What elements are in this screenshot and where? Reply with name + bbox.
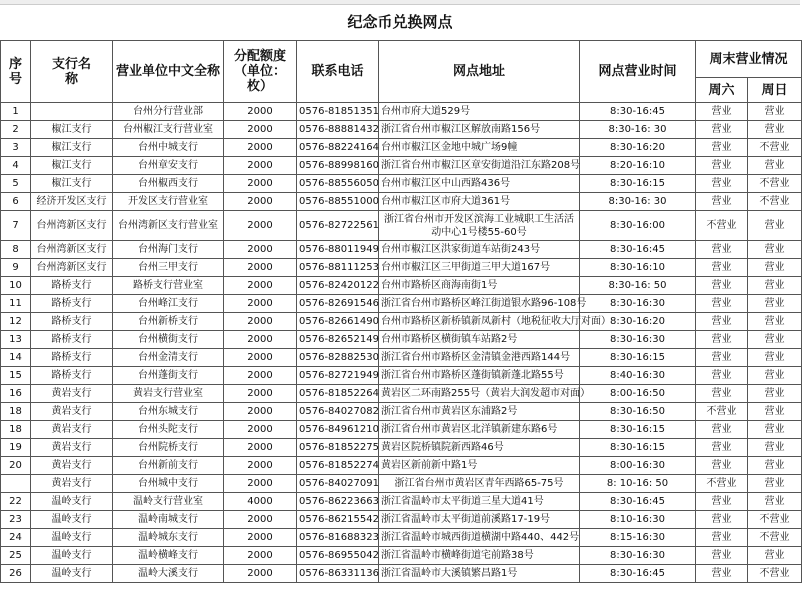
header-saturday: 周六 [696, 78, 748, 103]
address-cell: 浙江省台州市路桥区金清镇金港西路144号 [379, 349, 580, 367]
sunday-status: 营业 [748, 367, 802, 385]
unit-cell: 路桥支行营业室 [113, 277, 224, 295]
quota-cell: 2000 [224, 193, 297, 211]
unit-cell: 台州椒江支行营业室 [113, 121, 224, 139]
quota-cell: 2000 [224, 457, 297, 475]
seq-cell: 6 [1, 193, 31, 211]
sunday-status: 不营业 [748, 565, 802, 583]
phone-cell: 0576-88551000 [297, 193, 379, 211]
quota-cell: 2000 [224, 121, 297, 139]
saturday-status: 营业 [696, 493, 748, 511]
branch-cell: 路桥支行 [31, 313, 113, 331]
hours-cell: 8:30-16:45 [580, 565, 696, 583]
quota-cell: 4000 [224, 493, 297, 511]
quota-cell: 2000 [224, 565, 297, 583]
hours-cell: 8:30-16:15 [580, 421, 696, 439]
table-row [1, 295, 802, 313]
address-cell: 黄岩区二环南路255号（黄岩大润发超市对面） [379, 385, 580, 403]
seq-cell: 22 [1, 493, 31, 511]
branch-cell: 黄岩支行 [31, 475, 113, 493]
sunday-status: 营业 [748, 103, 802, 121]
unit-cell: 温岭支行营业室 [113, 493, 224, 511]
quota-cell: 2000 [224, 241, 297, 259]
header-phone: 联系电话 [297, 41, 379, 103]
sunday-status: 营业 [748, 493, 802, 511]
sunday-status: 营业 [748, 313, 802, 331]
address-cell: 浙江省台州市黄岩区东浦路2号 [379, 403, 580, 421]
phone-cell: 0576-88556050 [297, 175, 379, 193]
table-row [1, 277, 802, 295]
address-cell: 浙江省台州市路桥区蓬街镇新蓬北路55号 [379, 367, 580, 385]
hours-cell: 8:30-16:10 [580, 259, 696, 277]
hours-cell: 8:40-16:30 [580, 367, 696, 385]
unit-cell: 台州城中支行 [113, 475, 224, 493]
seq-cell [1, 475, 31, 493]
table-row [1, 547, 802, 565]
table-row [1, 103, 802, 121]
address-cell: 浙江省台州市椒江区解放南路156号 [379, 121, 580, 139]
branch-cell: 台州湾新区支行 [31, 259, 113, 277]
saturday-status: 营业 [696, 331, 748, 349]
table-row [1, 211, 802, 241]
address-cell: 台州市椒江区三甲街道三甲大道167号 [379, 259, 580, 277]
hours-cell: 8:30-16:30 [580, 547, 696, 565]
branch-cell: 黄岩支行 [31, 385, 113, 403]
saturday-status: 营业 [696, 103, 748, 121]
sunday-status: 营业 [748, 475, 802, 493]
seq-cell: 7 [1, 211, 31, 241]
sunday-status: 营业 [748, 349, 802, 367]
unit-cell: 温岭南城支行 [113, 511, 224, 529]
sunday-status: 营业 [748, 331, 802, 349]
saturday-status: 营业 [696, 295, 748, 313]
hours-cell: 8:30-16:20 [580, 313, 696, 331]
phone-cell: 0576-84961210 [297, 421, 379, 439]
address-cell: 浙江省温岭市太平街道三星大道41号 [379, 493, 580, 511]
address-cell: 台州市椒江区市府大道361号 [379, 193, 580, 211]
quota-cell: 2000 [224, 475, 297, 493]
hours-cell: 8:30-16:50 [580, 403, 696, 421]
hours-cell: 8:00-16:50 [580, 385, 696, 403]
branch-cell: 黄岩支行 [31, 439, 113, 457]
sunday-status: 营业 [748, 241, 802, 259]
sunday-status: 营业 [748, 211, 802, 241]
address-cell: 台州市椒江区金地中城广场9幢 [379, 139, 580, 157]
hours-cell: 8:30-16:15 [580, 349, 696, 367]
quota-cell: 2000 [224, 349, 297, 367]
hours-cell: 8:30-16: 30 [580, 193, 696, 211]
table-row [1, 439, 802, 457]
address-cell: 浙江省台州市开发区滨海工业城职工生活活动中心1号楼55-60号 [379, 211, 580, 241]
hours-cell: 8:30-16: 30 [580, 121, 696, 139]
header-hours: 网点营业时间 [580, 41, 696, 103]
table-row [1, 175, 802, 193]
address-cell: 浙江省温岭市太平街道前溪路17-19号 [379, 511, 580, 529]
address-cell: 黄岩区新前新中路1号 [379, 457, 580, 475]
phone-cell: 0576-81852275 [297, 439, 379, 457]
unit-cell: 黄岩支行营业室 [113, 385, 224, 403]
saturday-status: 营业 [696, 277, 748, 295]
sunday-status: 不营业 [748, 511, 802, 529]
header-weekend: 周末营业情况 [696, 41, 802, 78]
quota-cell: 2000 [224, 511, 297, 529]
phone-cell: 0576-81688323 [297, 529, 379, 547]
quota-cell: 2000 [224, 529, 297, 547]
seq-cell: 14 [1, 349, 31, 367]
table-row [1, 529, 802, 547]
hours-cell: 8:10-16:30 [580, 511, 696, 529]
phone-cell: 0576-81852274 [297, 457, 379, 475]
phone-cell: 0576-81851351 [297, 103, 379, 121]
table-row [1, 403, 802, 421]
table-row [1, 511, 802, 529]
seq-cell: 2 [1, 121, 31, 139]
branch-cell: 温岭支行 [31, 547, 113, 565]
seq-cell: 15 [1, 367, 31, 385]
phone-cell: 0576-82722561 [297, 211, 379, 241]
phone-cell: 0576-88881432 [297, 121, 379, 139]
saturday-status: 营业 [696, 193, 748, 211]
table-row [1, 139, 802, 157]
seq-cell: 1 [1, 103, 31, 121]
unit-cell: 台州三甲支行 [113, 259, 224, 277]
sunday-status: 不营业 [748, 529, 802, 547]
phone-cell: 0576-86223663 [297, 493, 379, 511]
saturday-status: 营业 [696, 511, 748, 529]
branch-cell: 温岭支行 [31, 493, 113, 511]
table-row [1, 367, 802, 385]
saturday-status: 营业 [696, 241, 748, 259]
table-row [1, 565, 802, 583]
phone-cell: 0576-84027091 [297, 475, 379, 493]
quota-cell: 2000 [224, 295, 297, 313]
quota-cell: 2000 [224, 403, 297, 421]
quota-cell: 2000 [224, 313, 297, 331]
sunday-status: 营业 [748, 457, 802, 475]
unit-cell: 台州海门支行 [113, 241, 224, 259]
address-cell: 台州市路桥区新桥镇新凤新村（地税征收大厅对面） [379, 313, 580, 331]
address-cell: 浙江省台州市路桥区峰江街道银水路96-108号 [379, 295, 580, 313]
saturday-status: 营业 [696, 349, 748, 367]
unit-cell: 台州章安支行 [113, 157, 224, 175]
hours-cell: 8:00-16:30 [580, 457, 696, 475]
seq-cell: 3 [1, 139, 31, 157]
unit-cell: 台州椒西支行 [113, 175, 224, 193]
saturday-status: 营业 [696, 529, 748, 547]
unit-cell: 开发区支行营业室 [113, 193, 224, 211]
saturday-status: 不营业 [696, 211, 748, 241]
sunday-status: 营业 [748, 277, 802, 295]
hours-cell: 8:30-16:00 [580, 211, 696, 241]
unit-cell: 台州金清支行 [113, 349, 224, 367]
table-row [1, 157, 802, 175]
saturday-status: 营业 [696, 313, 748, 331]
seq-cell: 16 [1, 385, 31, 403]
phone-cell: 0576-88011949 [297, 241, 379, 259]
saturday-status: 营业 [696, 439, 748, 457]
header-address: 网点地址 [379, 41, 580, 103]
hours-cell: 8:20-16:10 [580, 157, 696, 175]
phone-cell: 0576-86215542 [297, 511, 379, 529]
saturday-status: 营业 [696, 565, 748, 583]
unit-cell: 台州蓬街支行 [113, 367, 224, 385]
branch-cell: 路桥支行 [31, 295, 113, 313]
table-row [1, 193, 802, 211]
address-cell: 浙江省温岭市横峰街道宅前路38号 [379, 547, 580, 565]
quota-cell: 2000 [224, 157, 297, 175]
saturday-status: 营业 [696, 175, 748, 193]
unit-cell: 台州院桥支行 [113, 439, 224, 457]
address-cell: 黄岩区院桥镇院新西路46号 [379, 439, 580, 457]
address-cell: 浙江省台州市椒江区章安街道沿江东路208号 [379, 157, 580, 175]
hours-cell: 8:30-16:15 [580, 175, 696, 193]
sunday-status: 营业 [748, 259, 802, 277]
table-row [1, 313, 802, 331]
branch-cell: 温岭支行 [31, 565, 113, 583]
table-row [1, 349, 802, 367]
exchange-outlets-table [0, 40, 802, 583]
phone-cell: 0576-82661490 [297, 313, 379, 331]
branch-cell: 台州湾新区支行 [31, 241, 113, 259]
branch-cell: 椒江支行 [31, 157, 113, 175]
unit-cell: 台州峰江支行 [113, 295, 224, 313]
unit-cell: 台州湾新区支行营业室 [113, 211, 224, 241]
phone-cell: 0576-82882530 [297, 349, 379, 367]
branch-cell: 路桥支行 [31, 349, 113, 367]
sunday-status: 营业 [748, 403, 802, 421]
seq-cell: 26 [1, 565, 31, 583]
hours-cell: 8:15-16:30 [580, 529, 696, 547]
seq-cell: 11 [1, 295, 31, 313]
table-row [1, 475, 802, 493]
sunday-status: 营业 [748, 121, 802, 139]
seq-cell: 12 [1, 313, 31, 331]
unit-cell: 台州新前支行 [113, 457, 224, 475]
unit-cell: 台州分行营业部 [113, 103, 224, 121]
unit-cell: 台州东城支行 [113, 403, 224, 421]
address-cell: 浙江省台州市黄岩区青年西路65-75号 [379, 475, 580, 493]
address-cell: 浙江省温岭市大溪镇繁昌路1号 [379, 565, 580, 583]
quota-cell: 2000 [224, 547, 297, 565]
saturday-status: 不营业 [696, 475, 748, 493]
table-row [1, 385, 802, 403]
unit-cell: 温岭城东支行 [113, 529, 224, 547]
quota-cell: 2000 [224, 175, 297, 193]
header-sunday: 周日 [748, 78, 802, 103]
branch-cell: 台州湾新区支行 [31, 211, 113, 241]
address-cell: 台州市路桥区商海南街1号 [379, 277, 580, 295]
seq-cell: 10 [1, 277, 31, 295]
hours-cell: 8:30-16:45 [580, 103, 696, 121]
saturday-status: 营业 [696, 157, 748, 175]
quota-cell: 2000 [224, 439, 297, 457]
branch-cell: 黄岩支行 [31, 457, 113, 475]
hours-cell: 8:30-16:30 [580, 295, 696, 313]
branch-cell [31, 103, 113, 121]
phone-cell: 0576-82691546 [297, 295, 379, 313]
seq-cell: 5 [1, 175, 31, 193]
sunday-status: 营业 [748, 385, 802, 403]
phone-cell: 0576-86955042 [297, 547, 379, 565]
saturday-status: 营业 [696, 457, 748, 475]
header-seq: 序号 [1, 41, 31, 103]
table-row [1, 421, 802, 439]
phone-cell: 0576-84027082 [297, 403, 379, 421]
table-row [1, 457, 802, 475]
phone-cell: 0576-82652149 [297, 331, 379, 349]
quota-cell: 2000 [224, 385, 297, 403]
table-row [1, 241, 802, 259]
branch-cell: 温岭支行 [31, 511, 113, 529]
saturday-status: 营业 [696, 547, 748, 565]
unit-cell: 台州新桥支行 [113, 313, 224, 331]
branch-cell: 路桥支行 [31, 277, 113, 295]
hours-cell: 8:30-16: 50 [580, 277, 696, 295]
hours-cell: 8:30-16:20 [580, 139, 696, 157]
quota-cell: 2000 [224, 139, 297, 157]
header-branch: 支行名称 [31, 41, 113, 103]
seq-cell: 13 [1, 331, 31, 349]
saturday-status: 营业 [696, 139, 748, 157]
sunday-status: 营业 [748, 547, 802, 565]
phone-cell: 0576-81852264 [297, 385, 379, 403]
address-cell: 浙江省台州市黄岩区北洋镇新建东路6号 [379, 421, 580, 439]
quota-cell: 2000 [224, 277, 297, 295]
sunday-status: 营业 [748, 421, 802, 439]
address-cell: 台州市路桥区横街镇车站路2号 [379, 331, 580, 349]
seq-cell: 9 [1, 259, 31, 277]
seq-cell: 18 [1, 421, 31, 439]
address-cell: 台州市椒江区洪家街道车站街243号 [379, 241, 580, 259]
saturday-status: 营业 [696, 421, 748, 439]
phone-cell: 0576-88224164 [297, 139, 379, 157]
seq-cell: 20 [1, 457, 31, 475]
saturday-status: 营业 [696, 259, 748, 277]
quota-cell: 2000 [224, 103, 297, 121]
sunday-status: 营业 [748, 295, 802, 313]
table-row [1, 493, 802, 511]
sunday-status: 不营业 [748, 139, 802, 157]
branch-cell: 椒江支行 [31, 139, 113, 157]
saturday-status: 不营业 [696, 403, 748, 421]
unit-cell: 温岭大溪支行 [113, 565, 224, 583]
saturday-status: 营业 [696, 121, 748, 139]
branch-cell: 椒江支行 [31, 175, 113, 193]
hours-cell: 8: 10-16: 50 [580, 475, 696, 493]
branch-cell: 路桥支行 [31, 367, 113, 385]
phone-cell: 0576-82420122 [297, 277, 379, 295]
quota-cell: 2000 [224, 211, 297, 241]
unit-cell: 台州横街支行 [113, 331, 224, 349]
unit-cell: 温岭横峰支行 [113, 547, 224, 565]
address-cell: 浙江省温岭市城西街道横湖中路440、442号 [379, 529, 580, 547]
table-row [1, 121, 802, 139]
quota-cell: 2000 [224, 331, 297, 349]
unit-cell: 台州头陀支行 [113, 421, 224, 439]
seq-cell: 24 [1, 529, 31, 547]
seq-cell: 18 [1, 403, 31, 421]
table-row [1, 259, 802, 277]
branch-cell: 椒江支行 [31, 121, 113, 139]
sunday-status: 不营业 [748, 193, 802, 211]
hours-cell: 8:30-16:45 [580, 493, 696, 511]
sunday-status: 营业 [748, 157, 802, 175]
table-row [1, 331, 802, 349]
branch-cell: 黄岩支行 [31, 421, 113, 439]
quota-cell: 2000 [224, 259, 297, 277]
page-title: 纪念币兑换网点 [347, 13, 453, 31]
saturday-status: 营业 [696, 367, 748, 385]
header-unit: 营业单位中文全称 [113, 41, 224, 103]
saturday-status: 营业 [696, 385, 748, 403]
address-cell: 台州市府大道529号 [379, 103, 580, 121]
sunday-status: 营业 [748, 439, 802, 457]
phone-cell: 0576-88998160 [297, 157, 379, 175]
seq-cell: 25 [1, 547, 31, 565]
hours-cell: 8:30-16:15 [580, 439, 696, 457]
branch-cell: 路桥支行 [31, 331, 113, 349]
branch-cell: 温岭支行 [31, 529, 113, 547]
sunday-status: 不营业 [748, 175, 802, 193]
phone-cell: 0576-82721949 [297, 367, 379, 385]
phone-cell: 0576-88111253 [297, 259, 379, 277]
seq-cell: 23 [1, 511, 31, 529]
hours-cell: 8:30-16:30 [580, 331, 696, 349]
branch-cell: 黄岩支行 [31, 403, 113, 421]
seq-cell: 19 [1, 439, 31, 457]
hours-cell: 8:30-16:45 [580, 241, 696, 259]
header-quota: 分配额度（单位：枚） [224, 41, 297, 103]
seq-cell: 8 [1, 241, 31, 259]
unit-cell: 台州中城支行 [113, 139, 224, 157]
seq-cell: 4 [1, 157, 31, 175]
address-cell: 台州市椒江区中山西路436号 [379, 175, 580, 193]
quota-cell: 2000 [224, 367, 297, 385]
quota-cell: 2000 [224, 421, 297, 439]
phone-cell: 0576-86331136 [297, 565, 379, 583]
branch-cell: 经济开发区支行 [31, 193, 113, 211]
